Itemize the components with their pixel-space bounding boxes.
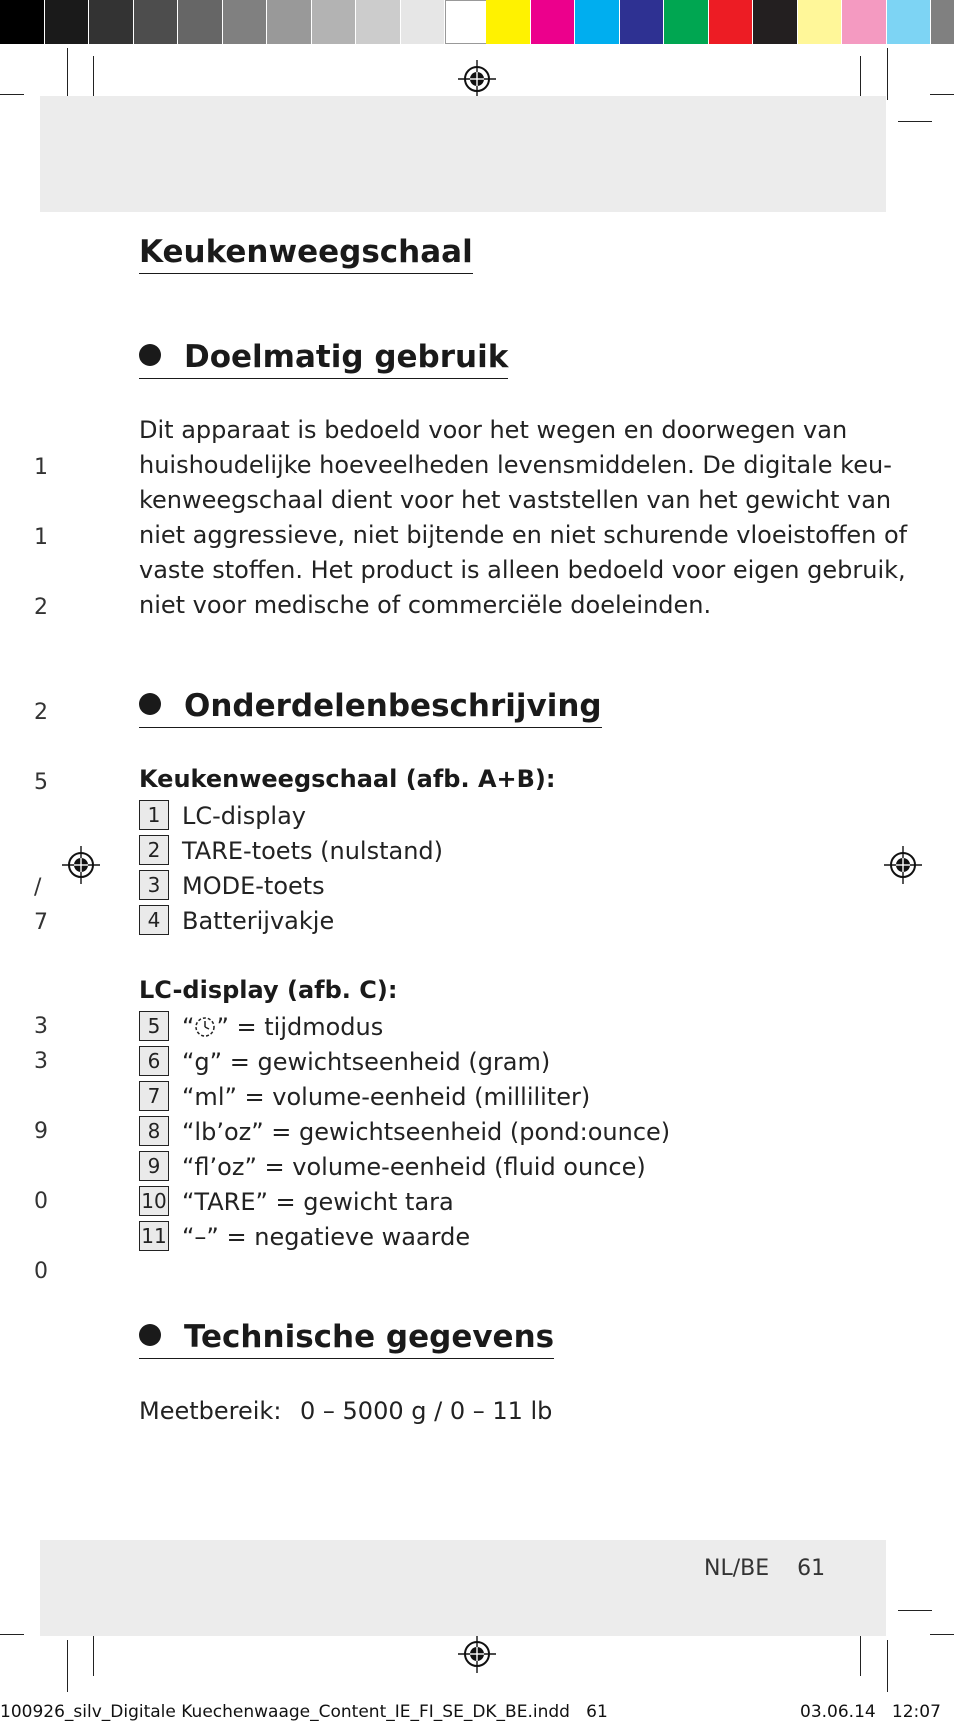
paragraph-line: vaste stoffen. Het product is alleen bedoeld voor eigen gebruik, (139, 556, 906, 584)
margin-digit: 9 (34, 1119, 48, 1144)
page-number: NL/BE 61 (704, 1556, 826, 1581)
section-heading-text: Technische gegevens (184, 1319, 555, 1355)
crop-mark (930, 1634, 954, 1635)
spec-row (139, 1394, 552, 1429)
section-heading-text: Onderdelenbeschrijving (184, 688, 602, 724)
color-swatch (709, 0, 753, 44)
crop-mark (898, 121, 932, 122)
color-swatch (134, 0, 178, 44)
item-number: 4 (139, 905, 169, 935)
item-number: 11 (139, 1221, 169, 1251)
list-item (139, 1080, 590, 1115)
section-heading-parts (139, 686, 602, 728)
margin-digit: 3 (34, 1014, 48, 1039)
margin-digit: 2 (34, 595, 48, 620)
color-swatch (486, 0, 530, 44)
list-item (139, 1220, 470, 1255)
color-swatch (223, 0, 267, 44)
item-number: 9 (139, 1151, 169, 1181)
color-swatch (620, 0, 664, 44)
list-item (139, 1185, 454, 1220)
footer-band (40, 1540, 886, 1636)
item-text: “lb’oz” = gewichtseenheid (pond:ounce) (182, 1118, 671, 1146)
margin-digit: 5 (34, 770, 48, 795)
crop-mark (898, 1610, 932, 1611)
paragraph-line: Dit apparaat is bedoeld voor het wegen en doorwegen van (139, 416, 848, 444)
item-number: 8 (139, 1116, 169, 1146)
page-title: Keukenweegschaal (139, 232, 473, 274)
item-text: “fl’oz” = volume-eenheid (fluid ounce) (182, 1153, 646, 1181)
margin-digit: 0 (34, 1189, 48, 1214)
item-number: 1 (139, 800, 169, 830)
bullet-icon (139, 693, 161, 715)
margin-digit: 1 (34, 455, 48, 480)
item-text: “–” = negatieve waarde (182, 1223, 471, 1251)
crop-mark (860, 1632, 861, 1676)
parts-group-title: Keukenweegschaal (afb. A+B): (139, 765, 556, 793)
registration-mark-icon (458, 60, 496, 98)
list-item (139, 904, 334, 939)
crop-mark (0, 94, 24, 95)
item-text: “ml” = volume-eenheid (milliliter) (182, 1083, 591, 1111)
color-swatch (401, 0, 445, 44)
paragraph-line: huishoudelijke hoeveelheden levensmiddelen. De digitale keu- (139, 451, 892, 479)
margin-digit: 1 (34, 525, 48, 550)
header-band (40, 96, 886, 212)
margin-digit: 0 (34, 1259, 48, 1284)
color-swatch (842, 0, 886, 44)
list-item (139, 1010, 383, 1045)
item-number: 3 (139, 870, 169, 900)
paragraph-line: niet aggressieve, niet bijtende en niet schurende vloeistoffen of (139, 521, 908, 549)
color-swatch (664, 0, 708, 44)
list-item (139, 1045, 550, 1080)
item-text: MODE-toets (182, 872, 325, 900)
section-heading-intended-use (139, 337, 508, 379)
item-number: 6 (139, 1046, 169, 1076)
item-text: Batterijvakje (182, 907, 335, 935)
margin-digit: 3 (34, 1049, 48, 1074)
print-slug-file: 100926_silv_Digitale Kuechenwaage_Content_IE_FI_SE_DK_BE.indd 61 (0, 1702, 608, 1722)
section-heading-text: Doelmatig gebruik (184, 339, 509, 375)
color-swatch (356, 0, 400, 44)
list-item (139, 869, 325, 904)
color-swatch (89, 0, 133, 44)
color-swatch (798, 0, 842, 44)
paragraph-line: kenweegschaal dient voor het vaststellen van het gewicht van (139, 486, 892, 514)
color-swatch (531, 0, 575, 44)
item-text: “TARE” = gewicht tara (182, 1188, 454, 1216)
spec-label: Meetbereik: (139, 1397, 282, 1425)
registration-mark-icon (62, 846, 100, 884)
color-swatch (575, 0, 619, 44)
crop-mark (93, 56, 94, 100)
clock-icon (194, 1016, 216, 1038)
list-item (139, 799, 306, 834)
crop-mark (887, 1640, 888, 1692)
margin-digit: / (34, 875, 42, 900)
section-heading-specs (139, 1317, 554, 1359)
color-swatch (178, 0, 222, 44)
color-swatch (931, 0, 954, 44)
color-swatch (887, 0, 931, 44)
item-number: 5 (139, 1011, 169, 1041)
color-swatch (267, 0, 311, 44)
display-group-title: LC-display (afb. C): (139, 976, 398, 1004)
list-item (139, 1115, 670, 1150)
spec-value: 0 – 5000 g / 0 – 11 lb (300, 1397, 553, 1425)
color-swatch (445, 0, 489, 44)
margin-digit: 2 (34, 700, 48, 725)
item-text-open: “ (182, 1013, 195, 1041)
list-item (139, 1150, 646, 1185)
crop-mark (67, 48, 68, 100)
item-number: 10 (139, 1186, 169, 1216)
color-swatch (312, 0, 356, 44)
item-text: LC-display (182, 802, 307, 830)
color-bar (0, 0, 954, 46)
crop-mark (67, 1640, 68, 1692)
item-text: ” = tijdmodus (216, 1013, 384, 1041)
color-swatch (0, 0, 44, 44)
print-slug-datetime: 03.06.14 12:07 (800, 1702, 941, 1722)
registration-mark-icon (884, 846, 922, 884)
margin-digit: 7 (34, 910, 48, 935)
item-text: “g” = gewichtseenheid (gram) (182, 1048, 551, 1076)
item-text: TARE-toets (nulstand) (182, 837, 443, 865)
item-number: 7 (139, 1081, 169, 1111)
item-number: 2 (139, 835, 169, 865)
crop-mark (0, 1634, 24, 1635)
color-swatch (45, 0, 89, 44)
registration-mark-icon (458, 1635, 496, 1673)
crop-mark (860, 56, 861, 100)
crop-mark (93, 1632, 94, 1676)
color-swatch (753, 0, 797, 44)
crop-mark (887, 48, 888, 100)
bullet-icon (139, 344, 161, 366)
paragraph-line: niet voor medische of commerciële doeleinden. (139, 591, 712, 619)
list-item (139, 834, 443, 869)
intended-use-paragraph (139, 413, 908, 623)
crop-mark (930, 94, 954, 95)
bullet-icon (139, 1324, 161, 1346)
